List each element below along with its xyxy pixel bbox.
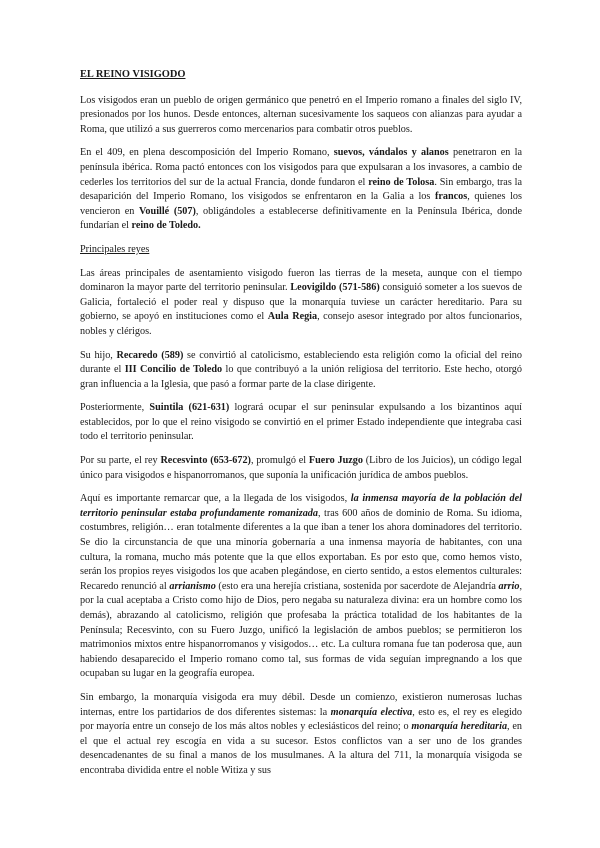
emphasis-text: monarquía hereditaria [411,721,508,733]
emphasis-text: francos [434,191,468,203]
text-run: Posteriormente, [80,402,150,414]
text-run: . Sin embargo, tras la desaparición del Imperio Romano, los visigodos se enfrentaron en la Galia a los [80,176,523,203]
paragraph-suintila [80,401,522,445]
text-run: , por la cual aceptaba a Cristo como hijo de Dios, pero negaba su naturaleza divina: era un hombre como los demás), abrazando al catolicismo, religión que profesaba la práctica totalidad de los habitantes de la Península; Recesvinto, con su Fuero Juzgo, unificó la legislación de ambos pueblos; se permitieron los matrimonios mixtos entre hispanorromanos y visigodos… etc. La cultura romana fue tan poderosa que, aun habiendo desaparecido el Imperio romano como tal, sus formas de vida seguían impregnando a los que ocupaban su lugar en la geografía europea. [80,580,522,680]
paragraph-recesvinto [80,454,522,483]
text-run: (Libro de los Juicios), un código legal único para visigodos e hispanorromanos, que suponía la unificación jurídica de ambos pueblos. [80,455,523,481]
emphasis-text: Recaredo (589) [116,349,184,361]
text-run: En el 409, en plena descomposición del Imperio Romano, [80,147,334,159]
paragraph-monarchy-weakness [80,691,522,779]
text-run: logrará ocupar el sur peninsular expulsando a los bizantinos aquí establecidos, por lo que el reino visigodo se convirtió en el primer Estado independiente que integraba casi todo el territorio peninsular. [80,402,523,443]
emphasis-text: Leovigildo (571-586) [290,282,380,294]
paragraph-romanization [80,492,522,682]
text-run: Sin embargo, la monarquía visigoda era muy débil. Desde un comienzo, existieron numerosas luchas internas, entre los partidarios de dos diferentes sistemas: la [80,691,522,718]
text-run: consiguió someter a los suevos de Galicia, fortaleció el poder real y dispuso que la monarquía tuviese un carácter hereditario. Para su gobierno, se apoyó en instituciones como el [80,282,523,323]
paragraph-invasions [80,146,522,234]
emphasis-text: monarquía electiva [330,706,413,718]
text-run: se convirtió al catolicismo, estableciendo esta religión como la oficial del reino durante el [80,349,522,376]
text-run: lo que contribuyó a la unión religiosa del territorio. Este hecho, otorgó gran influencia a la Iglesia, que pasó a formar parte de la clase dirigente. [80,364,522,390]
section-heading-kings: Principales reyes [80,243,150,255]
document-title: EL REINO VISIGODO [80,69,186,80]
emphasis-text: III Concilio de Toledo [124,364,223,376]
text-run: , obligándoles a establecerse definitivamente en la Península Ibérica, donde fundarían el [80,205,522,232]
paragraph-leovigildo [80,267,522,340]
emphasis-text: Aula Regia [267,311,318,323]
emphasis-text: Recesvinto (653-672) [160,455,251,467]
text-run: , esto es, el rey es elegido por mayoría entre un consejo de los más altos nobles y eclesiásticos del reino; o [80,706,522,733]
emphasis-text: arrianismo [169,580,216,592]
paragraph-recaredo [80,349,522,393]
emphasis-text: Vouillé (507) [139,205,196,217]
emphasis-text: reino de Tolosa [368,176,435,188]
text-run: , en el que el actual rey escogía en vida a su sucesor. Estos conflictos van a ser uno de los grandes desencadenantes de su final a manos de los musulmanes. A la altura del 711, la monarquía visigoda se encontraba dividida entre el noble Witiza y sus [80,721,522,776]
text-run: , quienes los vencieron en [80,191,522,217]
text-run: (esto era una herejía cristiana, sostenida por sacerdote de Alejandría [215,580,499,592]
text-run: penetraron en la península ibérica. Roma pactó entonces con los visigodos para que expulsaran a los invasores, a cambio de cederles los territorios del sur de la actual Francia, donde fundaron el [80,147,522,188]
text-run: , consejo asesor integrado por altos funcionarios, nobles y clérigos. [80,311,523,337]
emphasis-text: la inmensa mayoría de la población del territorio peninsular estaba profundamente romanizada [80,493,522,519]
emphasis-text: arrio [498,580,520,592]
paragraph-intro: Los visigodos eran un pueblo de origen germánico que penetró en el Imperio romano a finales del siglo IV, presionados por los hunos. Desde entonces, alternan sucesivamente los saqueos con alianzas para ayudar a Roma, que utilizó a sus guerreros como mercenarios para combatir otros pueblos. [80,94,522,135]
emphasis-text: suevos, vándalos y alanos [333,147,449,159]
text-run: , promulgó el [250,455,309,467]
emphasis-text: Suintila (621-631) [149,402,230,414]
text-run: Las áreas principales de asentamiento visigodo fueron las tierras de la meseta, aunque con el tiempo dominaron la mayor parte del territorio peninsular. [80,267,522,294]
emphasis-text: Fuero Juzgo [308,455,363,467]
emphasis-text: reino de Toledo. [131,220,201,232]
document-page [80,68,522,788]
text-run: Por su parte, el rey [80,455,161,467]
text-run: Aquí es importante remarcar que, a la llegada de los visigodos, [80,493,351,505]
text-run: Su hijo, [80,349,117,361]
text-run: , tras 600 años de dominio de Roma. Su idioma, costumbres, religión… eran totalmente diferentes a la que iban a tener los ahora dominadores del territorio. Se dio la circunstancia de que una minoría gobernaría a una inmensa mayoría de habitantes, con una cultura, la romana, mucho más potente que la que ellos exportaban. Es por esto que, como hemos visto, serán los propios reyes visigodos los que acaben plegándose, en cierto sentido, a estos elementos culturales: Recaredo renunció al [80,507,522,592]
